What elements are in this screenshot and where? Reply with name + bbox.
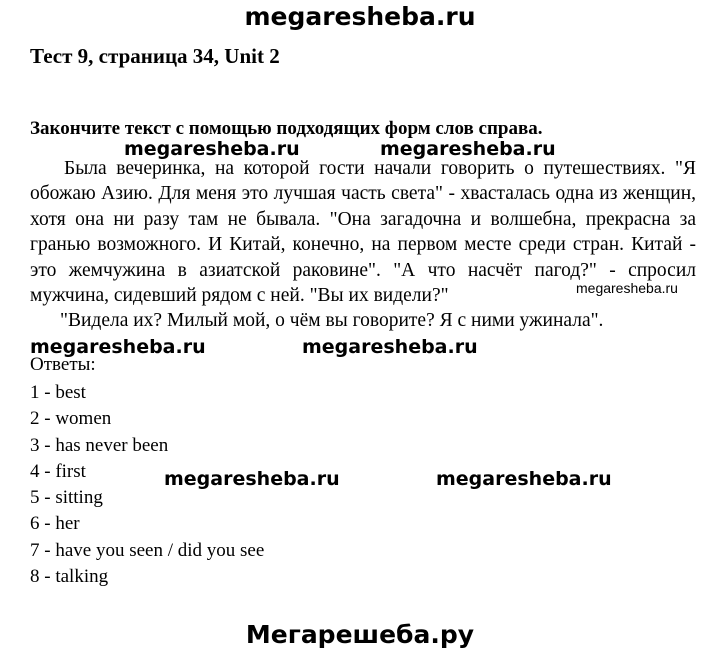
watermark: megaresheba.ru — [436, 468, 612, 490]
watermark: megaresheba.ru — [302, 336, 478, 358]
answer-item: 4 - first — [30, 460, 86, 482]
answer-item: 3 - has never been — [30, 434, 169, 456]
watermark: megaresheba.ru — [124, 138, 300, 160]
page-title: Тест 9, страница 34, Unit 2 — [30, 44, 280, 68]
story-paragraph: "Видела их? Милый мой, о чём вы говорите? Я с ними ужинала". — [60, 310, 604, 332]
answer-item: 6 - her — [30, 513, 80, 535]
answer-item: 8 - talking — [30, 566, 109, 588]
watermark-small: megaresheba.ru — [576, 280, 678, 296]
answer-item: 7 - have you seen / did you see — [30, 539, 265, 561]
watermark: megaresheba.ru — [164, 468, 340, 490]
task-instruction: Закончите текст с помощью подходящих форм слов справа. — [30, 118, 543, 139]
story-text — [30, 156, 696, 334]
answer-item: 2 - women — [30, 408, 112, 430]
watermark: megaresheba.ru — [380, 138, 556, 160]
answer-item: 5 - sitting — [30, 487, 103, 509]
story-paragraph: Была вечеринка, на которой гости начали говорить о путешествиях. "Я обожаю Азию. Для меня это лучшая часть света" - хвасталась одна из женщин, хотя она ни разу там не бывала. "Она загадочна и волшебна, прекрасна за гранью возможного. И Китай, конечно, на первом месте среди стран. Китай - это жемчужина в азиатской раковине". "А что насчёт пагод?" - спросил мужчина, сидевший рядом с ней. "Вы их видели?" — [30, 158, 696, 307]
watermark-top: megaresheba.ru — [244, 2, 476, 31]
watermark: megaresheba.ru — [30, 336, 206, 358]
watermark-bottom: Мегарешеба.ру — [245, 620, 475, 649]
answer-item: 1 - best — [30, 382, 86, 403]
answers-heading: Ответы: — [30, 354, 96, 375]
